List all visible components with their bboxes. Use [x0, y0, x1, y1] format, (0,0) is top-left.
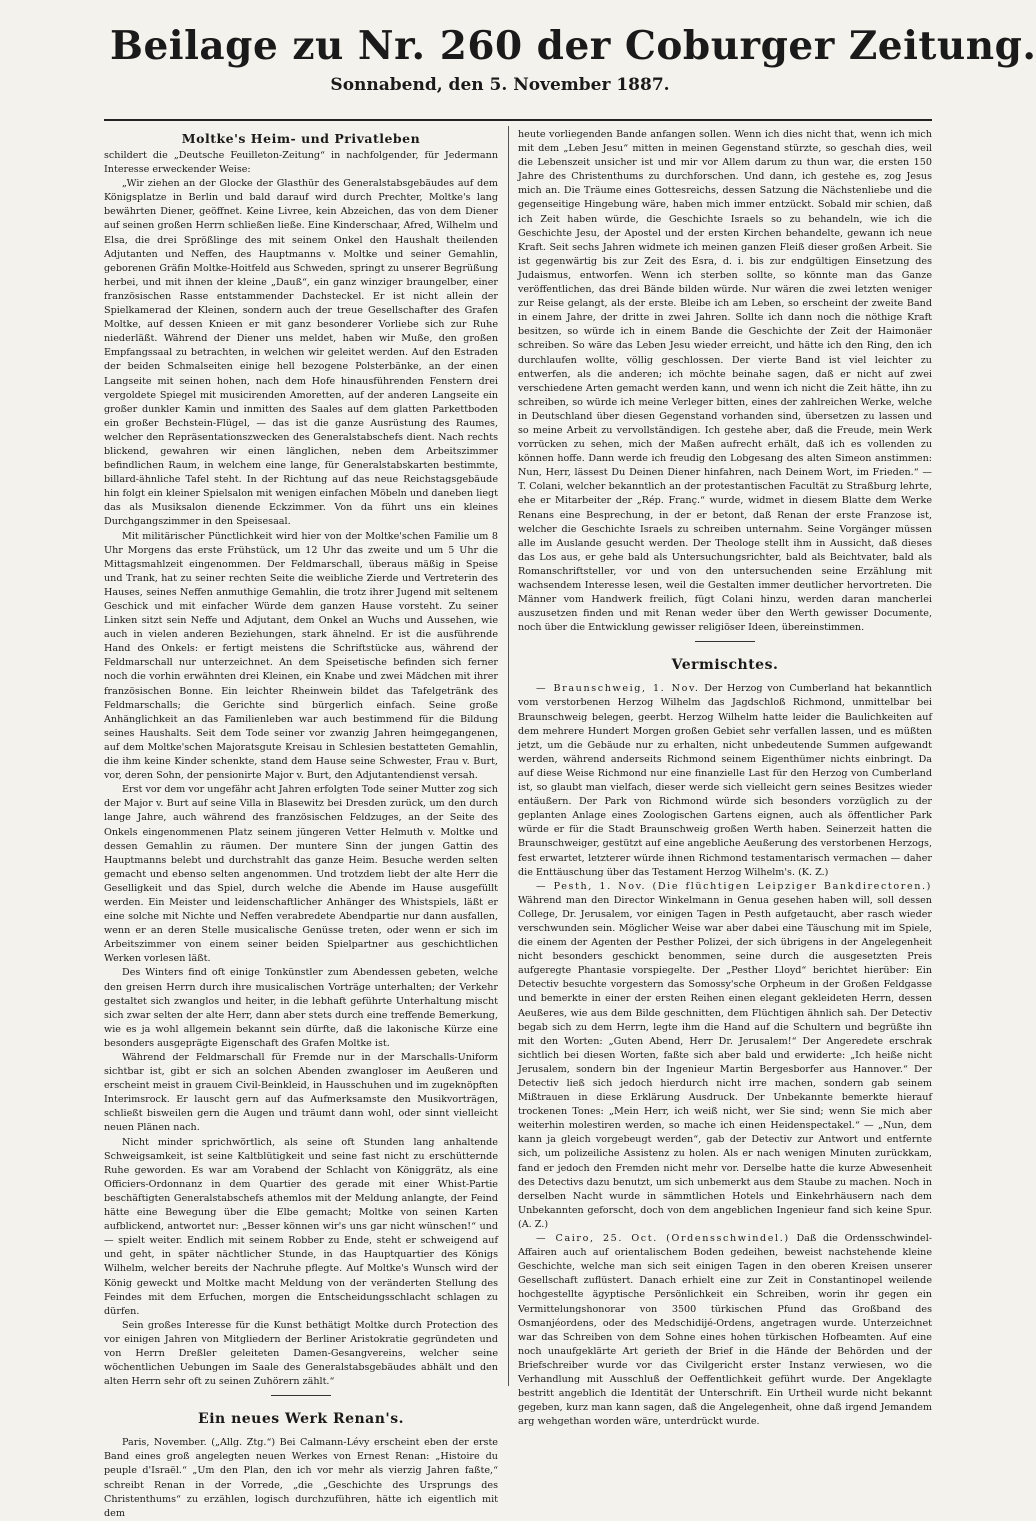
news-item [518, 880, 932, 1232]
section-separator [271, 1395, 331, 1396]
article-paragraph: Des Winters find oft einige Tonkünstler zum Abendessen gebeten, welche den greisen Herrn durch ihre musicalischen Vorträge unterhalten; der Verkehr gestaltet sich zwanglos und heiter, in die lebhaft geführte Unterhaltung mischt sich zwar selten der alte Herr, dann aber stets durch eine treffende Bemerkung, wie es ja wohl allgemein bekannt sein dürfte, daß die lakonische Kürze eine besonders ausgeprägte Eigenschaft des Grafen Moltke ist. [104, 967, 498, 1049]
article-heading-renan: Ein neues Werk Renan's. [198, 1411, 404, 1428]
article-continuation: heute vorliegenden Bande anfangen sollen. Wenn ich dies nicht that, wenn ich mich mit dem „Leben Jesu“ mitten in meinen Gegenstand stürzte, so geschah dies, weil die Lebenszeit unsicher ist und mir vor Allem darum zu thun war, die ersten 150 Jahre des Christenthums zu durchforschen. Und dann, ich gestehe es, zog Jesus mich an. Die Träume eines Gottesreichs, dessen Satzung die Nächstenliebe und die gegenseitige Hingebung wäre, haben mich immer entzückt. Sobald mir schien, daß ich Zeit haben würde, die Geschichte Israels so zu behandeln, wie ich die Geschichte Jesu, der Apostel und der ersten Kirchen behandelte, gewann ich neue Kraft. Seit sechs Jahren widmete ich meinen ganzen Fleiß dieser großen Arbeit. Sie ist gegenwärtig bis zur Zeit des Esra, d. i. bis zur endgültigen Einsetzung des Judaismus, entworfen. Wenn ich sterben sollte, so könnte man das Ganze veröffentlichen, das drei Bände bilden würde. Nur wären die zwei letzten weniger zur Reise gelangt, als der erste. Bleibe ich am Leben, so erscheint der zweite Band in einem Jahre, der dritte in zwei Jahren. Sollte ich dann noch die nöthige Kraft besitzen, so würde ich in einem Bande die Geschichte der Zeit der Haimonäer schreiben. So wäre das Leben Jesu wieder erreicht, und hätte ich den Ring, den ich durchlaufen wollte, völlig geschlossen. Der vierte Band ist viel leichter zu entwerfen, als die anderen; ich möchte beinahe sagen, daß er nicht auf zwei verschiedene Arten gemacht werden kann, und wenn ich nicht die Zeit hätte, ihn zu schreiben, so würde ich meine Verleger bitten, eines der zahlreichen Werke, welche in Deutschland über diesen Gegenstand vorhanden sind, übersetzen zu lassen und so meine Arbeit zu vervollständigen. Ich gestehe aber, daß die Freude, mein Werk vorrücken zu sehen, mich der Maßen aufrecht erhält, daß ich es vollenden zu können hoffe. Dann werde ich freudig den Lobgesang des alten Simeon anstimmen: Nun, Herr, lässest Du Deinen Diener hinfahren, nach Deinem Wort, im Frieden.“ — T. Colani, welcher bekanntlich an der protestantischen Facultät zu Straßburg lehrte, ehe er Mitarbeiter der „Rép. Franç.“ wurde, widmet in diesem Blatte dem Werke Renans eine Besprechung, in der er betont, daß Renan der erste Franzose ist, welcher die Geschichte Israels zu schreiben unternahm. Seine Vorgänger müssen alle im Auslande gesucht werden. Der Theologe stellt ihm in Aussicht, daß dieses das Los aus, er gehe bald als Untersuchungsrichter, bald als Beichtvater, bald als Romanschriftsteller, vor und von den untersuchenden seine Erzählung mit wachsendem Interesse lesen, weil die Gestalten immer deutlicher hervortreten. Die Männer vom Handwerk freilich, fügt Colani hinzu, werden daran mancherlei auszusetzen finden und mit Renan weder über den Werth gewisser Documente, noch über die Entwicklung gewisser religiöser Ideen, übereinstimmen. [518, 129, 932, 634]
masthead-date: Sonnabend, den 5. November 1887. [330, 75, 670, 95]
article-paragraph: Während der Feldmarschall für Fremde nur in der Marschalls-Uniform sichtbar ist, gibt er sich an solchen Abenden zwangloser im Aeußeren und erscheint meist in grauem Civil-Beinkleid, in Hausschuhen und im zugeknöpften Interimsrock. Er lauscht gern auf das Aufmerksamste den Musikvorträgen, schließt bisweilen gern die Augen und träumt dann wohl, oder sinnt vielleicht neuen Plänen nach. [104, 1052, 498, 1134]
article-paragraph: Paris, November. („Allg. Ztg.“) Bei Calmann-Lévy erscheint eben der erste Band eines groß angelegten neuen Werkes von Ernest Renan: „Histoire du peuple d'Israël.“ „Um den Plan, den ich vor mehr als vierzig Jahren faßte,“ schreibt Renan in der Vorrede, „die „Geschichte des Ursprungs des Christenthums“ zu erzählen, logisch durchzuführen, hätte ich eigentlich mit dem [104, 1437, 498, 1519]
article-paragraph: „Wir ziehen an der Glocke der Glasthür des Generalstabsgebäudes auf dem Königsplatze in Berlin und bald darauf wird durch Prechter, Moltke's lang bewährten Diener, geöffnet. Keine Livree, kein Abzeichen, das von dem Diener auf seinen großen Herrn schließen ließe. Eine Kinderschaar, Afred, Wilhelm und Elsa, die drei Sprößlinge des mit seinem Onkel den Haushalt theilenden Adjutanten und Neffen, des Hauptmanns v. Moltke und seiner Gemahlin, geborenen Gräfin Moltke-Hoitfeld aus Schweden, springt zu unserer Begrüßung herbei, und mit ihnen der kleine „Dauß“, ein ganz winziger braungelber, einer französischen Rasse entstammender Dachsteckel. Er ist nicht allein der Spielkamerad der Kleinen, sondern auch der treue Gesellschafter des Grafen Moltke, auf dessen Knieen er mit ganz besonderer Vorliebe sich zur Ruhe niederläßt. Während der Diener uns meldet, haben wir Muße, den großen Empfangssaal zu betrachten, in welchen wir geleitet werden. Auf den Estraden der beiden Schmalseiten einige hell bezogene Polsterbänke, an der einen Langseite mit seinen hohen, nach dem Hofe hinausführenden Fenstern drei vergoldete Spiegel mit musicirenden Amoretten, auf der anderen Langseite ein großer dunkler Kamin und inmitten des Saales auf dem glatten Parkettboden ein großer Bechstein-Flügel, — das ist die ganze Ausrüstung des Raumes, welcher den Repräsentationszwecken des Generalstabschefs dient. Nach rechts blickend, gewahren wir einen länglichen, neben dem Arbeitszimmer befindlichen Raum, in welchem eine lange, für Generalstabskarten bestimmte, billard-ähnliche Tafel steht. In der Richtung auf das neue Reichstagsgebäude hin folgt ein kleiner Spielsalon mit wenigen einfachen Möbeln und daneben liegt das als Musiksalon dienende Eckzimmer. Von da führt uns ein kleines Durchgangszimmer in den Speisesaal. [104, 178, 498, 528]
header-rule [104, 119, 932, 121]
section-heading-vermischtes: Vermischtes. [671, 657, 779, 674]
news-item [518, 682, 932, 879]
news-item [518, 1232, 932, 1429]
news-text: Der Herzog von Cumberland hat bekanntlich vom verstorbenen Herzog Wilhelm das Jagdschloß Richmond, unmittelbar bei Braunschweig belegen, geerbt. Herzog Wilhelm hatte leider die Baulichkeiten auf dem mehrere Hundert Morgen großen Gebiet sehr verfallen lassen, und es müßten jetzt, um die Gebäude nur zu erhalten, nicht unbedeutende Summen aufgewandt werden, während anderseits Richmond seinem Eigenthümer nichts einbringt. Da auf diese Weise Richmond nur eine finanzielle Last für den Herzog von Cumberland ist, so glaubt man vielfach, dieser werde sich vielleicht gern seines Besitzes wieder entäußern. Der Park von Richmond würde sich besonders vorzüglich zu der geplanten Anlage eines Zoologischen Gartens eignen, auch als öffentlicher Park würde er für die Stadt Braunschweig großen Werth haben. Seinerzeit hatten die Braunschweiger, gestützt auf eine angebliche Aeußerung des verstorbenen Herzogs, fest erwartet, letzterer würde ihnen Richmond testamentarisch vermachen — daher die Enttäuschung über das Testament Herzog Wilhelm's. (K. Z.) [518, 683, 932, 878]
article-paragraph: Sein großes Interesse für die Kunst bethätigt Moltke durch Protection des vor einigen Jahren von Mitgliedern der Berliner Aristokratie gegründeten und von Herrn Dreßler geleiteten Damen-Gesangvereins, welcher seine wöchentlichen Uebungen im Saale des Generalstabsgebäudes abhält und den alten Herrn sehr oft zu seinen Zuhörern zählt.“ [104, 1319, 498, 1388]
article-paragraph: Nicht minder sprichwörtlich, als seine oft Stunden lang anhaltende Schweigsamkeit, ist seine Kaltblütigkeit und seine fast nicht zu erschütternde Ruhe geworden. Es war am Vorabend der Schlacht von Königgrätz, als eine Officiers-Ordonnanz in dem Quartier des gerade mit einer Whist-Partie beschäftigten Generalstabschefs athemlos mit der Meldung anlangte, der Feind hätte eine Bewegung über die Elbe gemacht; Moltke von seinen Karten aufblickend, antwortet nur: „Besser können wir's uns gar nicht wünschen!“ und — spielt weiter. Endlich mit seinem Robber zu Ende, steht er schweigend auf und geht, in später nächtlicher Stunde, in das Hauptquartier des Königs Wilhelm, welcher bereits der Nachruhe pflegte. Auf Moltke's Wunsch wird der König geweckt und Moltke macht Meldung von der veränderten Stellung des Feindes mit dem Erfuchen, morgen die Entscheidungsschlacht schlagen zu dürfen. [104, 1136, 498, 1317]
section-separator [695, 641, 755, 642]
article-paragraph: Mit militärischer Pünctlichkeit wird hier von der Moltke'schen Familie um 8 Uhr Morgens das erste Frühstück, um 12 Uhr das zweite und um 5 Uhr die Mittagsmahlzeit eingenommen. Der Feldmarschall, überaus mäßig in Speise und Trank, hat zu seiner rechten Seite die weibliche Zierde und Vertreterin des Hauses, seines Neffen anmuthige Gemahlin, die trotz ihrer Jugend mit seltenem Geschick und mit einfacher Würde dem ganzen Hause vorsteht. Zu seiner Linken sitzt sein Neffe und Adjutant, dem Onkel an Wuchs und Aussehen, wie auch in vielen anderen Beziehungen, stark ähnelnd. Er ist die ausführende Hand des Onkels: er fertigt meistens die Schriftstücke aus, während der Feldmarschall nur unterzeichnet. An dem Speisetische befinden sich ferner noch die vorhin erwähnten drei Kleinen, ein Knabe und zwei Mädchen mit ihrer französischen Bonne. Ein leichter Rheinwein bildet das Tafelgetränk des Feldmarschalls; die Gerichte sind bürgerlich einfach. Seine große Anhänglichkeit an das Familienleben war auch bestimmend für die Bildung seines Haushalts. Seit dem Tode seiner vor zwanzig Jahren heimgegangenen, auf dem Moltke'schen Majoratsgute Kreisau in Schlesien bestatteten Gemahlin, die ihm keine Kinder schenkte, stand dem Hause seine Schwester, Frau v. Burt, vor, deren Sohn, der pensionirte Major v. Burt, den Adjutantendienst versah. [104, 530, 498, 782]
left-column [104, 128, 498, 1519]
news-text: Während man den Director Winkelmann in Genua gesehen haben will, soll dessen College, Dr. Jerusalem, vor einigen Tagen in Pesth aufgetaucht, aber rasch wieder verschwunden sein. Möglicher Weise war aber dabei eine Täuschung mit im Spiele, die einem der Agenten der Pesther Polizei, der sich übrigens in der Angelegenheit nicht besonders geschickt benommen, seine durch die ausgesetzten Preis aufgeregte Phantasie vorspiegelte. Der „Pesther Lloyd“ berichtet hierüber: Ein Detectiv besuchte vorgestern das Somossy'sche Orpheum in der Großen Feldgasse und bemerkte in einer der ersten Reihen einen elegant gekleideten Herrn, dessen Aeußeres, wie aus dem Bilde geschnitten, dem Flüchtigen ähnlich sah. Der Detectiv begab sich zu dem Herrn, legte ihm die Hand auf die Schultern und begrüßte ihn mit den Worten: „Guten Abend, Herr Dr. Jerusalem!“ Der Angeredete erschrak sichtlich bei diesen Worten, faßte sich aber bald und erwiderte: „Ich heiße nicht Jerusalem, sondern bin der Ingenieur Martin Bergesborfer aus Hannover.“ Der Detectiv ließ sich jedoch hierdurch nicht irre machen, sondern gab seinem Mißtrauen in diese Erklärung Ausdruck. Der Unbekannte bemerkte hierauf trockenen Tones: „Mein Herr, ich weiß nicht, wer Sie sind; wenn Sie mich aber weiterhin molestiren werden, so mache ich einen Heidenspectakel.“ — „Nun, dem kann ja gleich vorgebeugt werden“, gab der Detectiv zur Antwort und entfernte sich, um polizeiliche Assistenz zu holen. Als er nach wenigen Minuten zurückkam, fand er jedoch den Fremden nicht mehr vor. Derselbe hatte die kurze Abwesenheit des Detectivs dazu benutzt, um sich unbemerkt aus dem Staube zu machen. Noch in derselben Nacht wurde in sämmtlichen Hotels und Einkehrhäusern nach dem Unbekannten geforscht, doch von dem angeblichen Ingenieur fand sich keine Spur. (A. Z.) [518, 894, 932, 1230]
news-dateline: — Cairo, 25. Oct. (Ordensschwindel.) [536, 1233, 790, 1245]
masthead-title: Beilage zu Nr. 260 der Coburger Zeitung. [110, 23, 1036, 69]
article-intro: schildert die „Deutsche Feuilleton-Zeitung“ in nachfolgender, für Jedermann Interesse erweckender Weise: [104, 150, 498, 176]
article-heading-moltke: Moltke's Heim- und Privatleben [181, 131, 421, 146]
right-column [518, 128, 933, 1428]
news-text: Daß die Ordensschwindel-Affairen auch auf orientalischem Boden gedeihen, beweist nachstehende kleine Geschichte, welche man sich seit einigen Tagen in den oberen Kreisen unserer Gesellschaft zuflüstert. Danach erhielt eine zur Zeit in Constantinopel weilende hochgestellte ägyptische Persönlichkeit ein Schreiben, worin ihr gegen ein Vermittelungshonorar von 3500 türkischen Pfund das Großband des Osmanjéordens, oder des Medschidijé-Ordens, angetragen wurde. Unterzeichnet war das Schreiben von dem Sohne eines hohen türkischen Hofbeamten. Auf eine noch unaufgeklärte Art gerieth der Brief in die Hände der Behörden und der Briefschreiber wurde vor das Civilgericht erster Instanz verwiesen, wo die Verhandlung mit Ausschluß der Oeffentlichkeit geführt wurde. Der Angeklagte bestritt angeblich die Identität der Unterschrift. Ein Urtheil wurde nicht bekannt gegeben, kurz man kann sagen, daß die Angelegenheit, ohne daß irgend Jemandem arg wehgethan worden wäre, unterdrückt wurde. [518, 1233, 933, 1428]
news-dateline: — Braunschweig, 1. Nov. [536, 683, 700, 695]
column-divider [508, 126, 509, 1386]
article-paragraph: Erst vor dem vor ungefähr acht Jahren erfolgten Tode seiner Mutter zog sich der Major v. Burt auf seine Villa in Blasewitz bei Dresden zurück, um den durch lange Jahre, auch während des französischen Feldzuges, an der Seite des Onkels eingenommenen Platz seinem jüngeren Vetter Helmuth v. Moltke und dessen Gemahlin zu räumen. Der muntere Sinn der jungen Gattin des Hauptmanns belebt und durchstrahlt das ganze Heim. Besuche werden selten gemacht und ebenso selten angenommen. Und trotzdem liebt der alte Herr die Geselligkeit und das Spiel, durch welche die Abende im Hause ausgefüllt werden. Ein Meister und leidenschaftlicher Anhänger des Whistspiels, läßt er eine solche mit Nichte und Neffen verabredete Abendpartie nur dann ausfallen, wenn er an deren Stelle musicalische Genüsse treten, oder wenn er sich im Arbeitszimmer von einem seiner beiden Spielpartner aus geschichtlichen Werken vorlesen läßt. [104, 784, 498, 965]
news-dateline: — Pesth, 1. Nov. (Die flüchtigen Leipziger Bankdirectoren.) [536, 880, 932, 892]
